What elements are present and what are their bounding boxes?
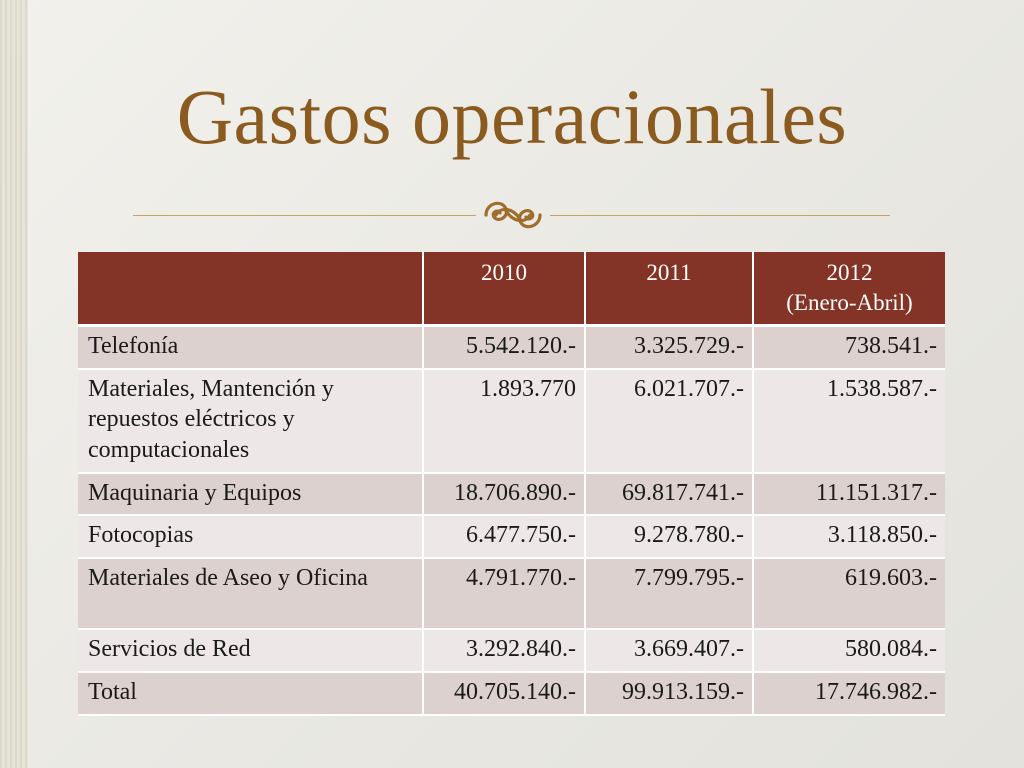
- cell-2010: 4.791.770.-: [423, 558, 585, 629]
- swirl-ornament-icon: [476, 193, 550, 237]
- cell-2010: 18.706.890.-: [423, 473, 585, 516]
- table-row: [78, 325, 945, 368]
- cell-2010: 6.477.750.-: [423, 515, 585, 558]
- expenses-table-container: [78, 252, 945, 716]
- row-label: Total: [78, 672, 423, 715]
- cell-2010: 1.893.770: [423, 369, 585, 473]
- header-concept: [78, 252, 423, 325]
- header-2012-period: (Enero-Abril): [786, 289, 913, 315]
- cell-2011: 3.325.729.-: [585, 325, 753, 368]
- row-label: Telefonía: [78, 325, 423, 368]
- cell-2010: 5.542.120.-: [423, 325, 585, 368]
- row-label: Materiales, Mantención y repuestos eléctricos y computacionales: [78, 369, 423, 473]
- table-row: [78, 558, 945, 629]
- cell-2012: 1.538.587.-: [753, 369, 945, 473]
- cell-2012: 11.151.317.-: [753, 473, 945, 516]
- row-label: Materiales de Aseo y Oficina: [78, 558, 423, 629]
- table-row: [78, 515, 945, 558]
- header-2010: 2010: [423, 252, 585, 325]
- title-divider-left: [133, 215, 476, 216]
- table-row: [78, 629, 945, 672]
- title-divider-right: [550, 215, 890, 216]
- cell-2011: 9.278.780.-: [585, 515, 753, 558]
- expenses-table: [78, 252, 945, 716]
- cell-2012: 738.541.-: [753, 325, 945, 368]
- header-2011: 2011: [585, 252, 753, 325]
- row-label: Servicios de Red: [78, 629, 423, 672]
- table-row: [78, 369, 945, 473]
- cell-2012: 619.603.-: [753, 558, 945, 629]
- cell-2012: 17.746.982.-: [753, 672, 945, 715]
- cell-2010: 40.705.140.-: [423, 672, 585, 715]
- cell-2012: 580.084.-: [753, 629, 945, 672]
- cell-2012: 3.118.850.-: [753, 515, 945, 558]
- cell-2011: 7.799.795.-: [585, 558, 753, 629]
- cell-2011: 3.669.407.-: [585, 629, 753, 672]
- cell-2011: 99.913.159.-: [585, 672, 753, 715]
- cell-2011: 69.817.741.-: [585, 473, 753, 516]
- header-2012: [753, 252, 945, 325]
- row-label: Maquinaria y Equipos: [78, 473, 423, 516]
- cell-2011: 6.021.707.-: [585, 369, 753, 473]
- table-header-row: [78, 252, 945, 325]
- cell-2010: 3.292.840.-: [423, 629, 585, 672]
- header-2012-year: 2012: [826, 260, 873, 285]
- slide-title: Gastos operacionales: [176, 73, 848, 160]
- table-row-total: [78, 672, 945, 715]
- row-label: Fotocopias: [78, 515, 423, 558]
- table-row: [78, 473, 945, 516]
